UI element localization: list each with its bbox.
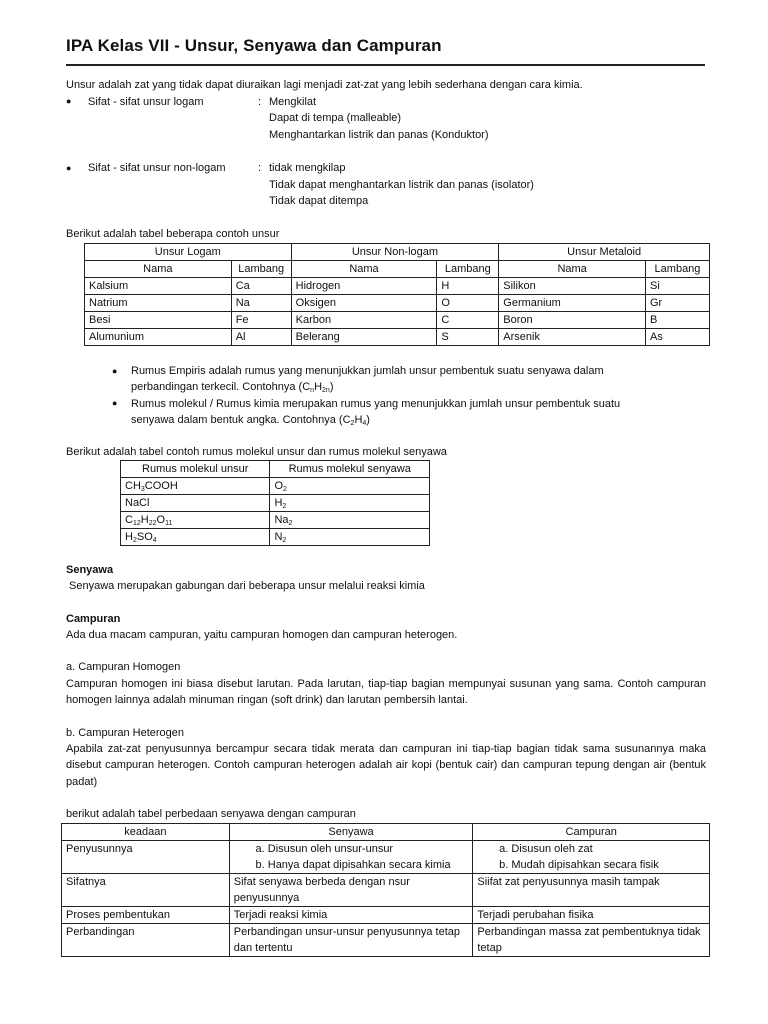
table-cell: Karbon	[291, 312, 437, 329]
table-cell: Arsenik	[499, 329, 646, 346]
intro-text: Unsur adalah zat yang tidak dapat diuraikan lagi menjadi zat-zat yang lebih sederhana dengan cara kimia.	[66, 79, 583, 91]
table-row	[85, 329, 710, 346]
bullet-icon: ●	[112, 398, 118, 408]
campuran-cell: Terjadi perubahan fisika	[473, 907, 710, 924]
campuran-heading: Campuran	[66, 613, 121, 625]
list-item: b. Hanya dapat dipisahkan secara kimia	[268, 857, 469, 873]
table-cell: Besi	[85, 312, 232, 329]
page-title: IPA Kelas VII - Unsur, Senyawa dan Campuran	[66, 36, 442, 55]
table-row	[85, 278, 710, 295]
table-cell: C	[437, 312, 499, 329]
table-row	[62, 841, 710, 874]
table-cell: Boron	[499, 312, 646, 329]
list-item: b. Mudah dipisahkan secara fisik	[511, 857, 705, 873]
campuran-cell: Perbandingan massa zat pembentuknya tidak tetap	[473, 924, 710, 957]
table-cell: H	[437, 278, 499, 295]
keadaan-cell: Sifatnya	[62, 874, 230, 907]
senyawa-cell: Sifat senyawa berbeda dengan nsur penyusunnya	[229, 874, 473, 907]
table-row	[62, 924, 710, 957]
perbedaan-table	[61, 823, 710, 957]
table-cell: Fe	[231, 312, 291, 329]
campuran-cell	[473, 841, 710, 874]
nonlogam-line: Tidak dapat ditempa	[269, 195, 369, 207]
formula-cell: $C_{12}H_{22}O_{11}$	[121, 512, 270, 529]
formula-cell: $N_2$	[270, 529, 430, 546]
col-header: Senyawa	[229, 824, 473, 841]
table-cell: Germanium	[499, 295, 646, 312]
table-cell: S	[437, 329, 499, 346]
title-underline	[66, 64, 705, 66]
col-header: Rumus molekul senyawa	[270, 461, 430, 478]
homogen-heading: a. Campuran Homogen	[66, 661, 181, 673]
table-header-row	[62, 824, 710, 841]
list-item: a. Disusun oleh unsur-unsur	[268, 841, 469, 857]
table2-caption: Berikut adalah tabel contoh rumus molekul unsur dan rumus molekul senyawa	[66, 446, 447, 458]
table-cell: Alumunium	[85, 329, 232, 346]
unsur-table	[84, 243, 710, 346]
rumus-empiris-line1: Rumus Empiris adalah rumus yang menunjukkan jumlah unsur pembentuk suatu senyawa dalam	[131, 365, 604, 377]
formula-cell: $H_2SO_4$	[121, 529, 270, 546]
table-cell: Al	[231, 329, 291, 346]
table-cell: Silikon	[499, 278, 646, 295]
logam-line: Menghantarkan listrik dan panas (Konduktor)	[269, 129, 489, 141]
table-cell: Natrium	[85, 295, 232, 312]
formula-cell: $Na_2$	[270, 512, 430, 529]
table-cell: B	[645, 312, 709, 329]
table-cell: Si	[645, 278, 709, 295]
table-cell: As	[645, 329, 709, 346]
logam-label: Sifat - sifat unsur logam	[88, 96, 204, 108]
keadaan-cell: Perbandingan	[62, 924, 230, 957]
table-row	[62, 907, 710, 924]
bullet-icon: ●	[112, 366, 118, 376]
col-header-lambang: Lambang	[231, 261, 291, 278]
bullet-icon: ●	[66, 96, 72, 106]
bullet-icon: ●	[66, 163, 72, 173]
table-row	[121, 512, 430, 529]
col-header-nama: Nama	[291, 261, 437, 278]
rumus-empiris-line2: perbandingan terkecil. Contohnya $(C_nH_{2n})$	[131, 381, 334, 394]
heterogen-text: Apabila zat-zat penyusunnya bercampur secara tidak merata dan campuran ini tiap-tiap bagian tidak sama susunannya maka disebut campuran heterogen. Contoh campuran heterogen adalah air kopi (bentuk cair) dan campuran tepung dengan air (bentuk padat)	[66, 743, 706, 788]
table-header-row	[85, 261, 710, 278]
table1-caption: Berikut adalah tabel beberapa contoh unsur	[66, 228, 280, 240]
col-header-nama: Nama	[499, 261, 646, 278]
formula-cell: $H_2$	[270, 495, 430, 512]
table-row	[85, 312, 710, 329]
formula-cell: $CH_3COOH$	[121, 478, 270, 495]
table-cell: Hidrogen	[291, 278, 437, 295]
rumus-molekul-table	[120, 460, 430, 546]
table-cell: O	[437, 295, 499, 312]
formula-cell: NaCl	[121, 495, 270, 512]
table-cell: Belerang	[291, 329, 437, 346]
table-header-row	[121, 461, 430, 478]
table-row	[121, 478, 430, 495]
table-cell: Kalsium	[85, 278, 232, 295]
table-cell: Oksigen	[291, 295, 437, 312]
senyawa-cell: Perbandingan unsur-unsur penyusunnya tetap dan tertentu	[229, 924, 473, 957]
senyawa-cell	[229, 841, 473, 874]
col-header: Campuran	[473, 824, 710, 841]
table-row	[85, 295, 710, 312]
rumus-molekul-line1: Rumus molekul / Rumus kimia merupakan rumus yang menunjukkan jumlah unsur pembentuk suatu	[131, 398, 621, 410]
table-row	[121, 529, 430, 546]
group-header: Unsur Metaloid	[499, 244, 710, 261]
homogen-text: Campuran homogen ini biasa disebut larutan. Pada larutan, tiap-tiap bagian mempunyai susunan yang sama. Contoh campuran homogen lainnya adalah minuman ringan (soft drink) dan larutan pembersih lantai.	[66, 678, 706, 707]
table-header-row	[85, 244, 710, 261]
senyawa-text: Senyawa merupakan gabungan dari beberapa unsur melalui reaksi kimia	[69, 580, 425, 592]
senyawa-heading: Senyawa	[66, 564, 114, 576]
nonlogam-colon: :	[258, 162, 262, 174]
senyawa-cell: Terjadi reaksi kimia	[229, 907, 473, 924]
formula-cell: $O_2$	[270, 478, 430, 495]
logam-line: Dapat di tempa (malleable)	[269, 112, 402, 124]
col-header: keadaan	[62, 824, 230, 841]
keadaan-cell: Proses pembentukan	[62, 907, 230, 924]
nonlogam-label: Sifat - sifat unsur non-logam	[88, 162, 226, 174]
logam-colon: :	[258, 96, 262, 108]
logam-line: Mengkilat	[269, 96, 317, 108]
col-header-lambang: Lambang	[645, 261, 709, 278]
heterogen-heading: b. Campuran Heterogen	[66, 727, 185, 739]
col-header: Rumus molekul unsur	[121, 461, 270, 478]
nonlogam-line: tidak mengkilap	[269, 162, 346, 174]
list-item: a. Disusun oleh zat	[511, 841, 705, 857]
campuran-text: Ada dua macam campuran, yaitu campuran homogen dan campuran heterogen.	[66, 629, 458, 641]
rumus-molekul-line2: senyawa dalam bentuk angka. Contohnya $(C_2H_4)$	[131, 414, 370, 427]
keadaan-cell: Penyusunnya	[62, 841, 230, 874]
table3-caption: berikut adalah tabel perbedaan senyawa dengan campuran	[66, 808, 356, 820]
col-header-nama: Nama	[85, 261, 232, 278]
group-header: Unsur Non-logam	[291, 244, 499, 261]
table-cell: Ca	[231, 278, 291, 295]
table-cell: Gr	[645, 295, 709, 312]
col-header-lambang: Lambang	[437, 261, 499, 278]
table-row	[121, 495, 430, 512]
nonlogam-line: Tidak dapat menghantarkan listrik dan panas (isolator)	[269, 179, 534, 191]
table-row	[62, 874, 710, 907]
table-cell: Na	[231, 295, 291, 312]
campuran-cell: Siifat zat penyusunnya masih tampak	[473, 874, 710, 907]
group-header: Unsur Logam	[85, 244, 292, 261]
